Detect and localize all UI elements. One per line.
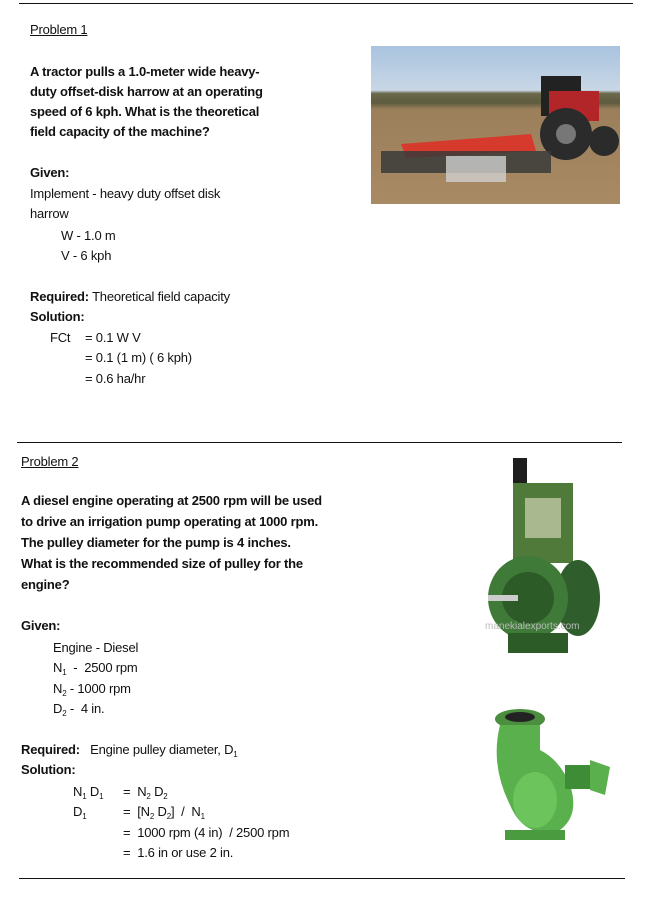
symbol: D <box>150 784 164 799</box>
problem2-question-line: engine? <box>21 577 70 592</box>
problem2-given-label: Given: <box>21 618 61 633</box>
irrigation-pump-photo <box>485 705 617 847</box>
problem1-solution-step: = 0.6 ha/hr <box>85 371 146 386</box>
problem2-given-engine: Engine - Diesel <box>53 640 139 655</box>
symbol: N <box>53 681 63 696</box>
section-divider <box>17 442 622 443</box>
subscript: 1 <box>99 792 104 801</box>
problem2-solution-l2-rhs <box>123 804 205 820</box>
problem2-solution-l4: = 1.6 in or use 2 in. <box>123 845 234 860</box>
problem2-given-d2 <box>53 701 104 717</box>
value: - 4 in. <box>66 701 105 716</box>
problem1-solution-step: = 0.1 (1 m) ( 6 kph) <box>85 350 192 365</box>
bottom-divider <box>19 878 625 879</box>
symbol: = N <box>123 784 147 799</box>
symbol: N <box>73 784 83 799</box>
diesel-engine-photo <box>483 458 618 658</box>
subscript: 2 <box>146 792 151 801</box>
problem2-required-text: Engine pulley diameter, D <box>90 742 234 757</box>
problem1-question-line: speed of 6 kph. What is the theoretical <box>30 104 260 119</box>
subscript: 1 <box>82 812 87 821</box>
value: - 2500 rpm <box>66 660 138 675</box>
problem2-given-n2 <box>53 681 131 697</box>
subscript: 2 <box>149 812 155 821</box>
value: - 1000 rpm <box>66 681 131 696</box>
symbol: D <box>73 804 83 819</box>
problem1-solution-lhs: FCt <box>50 330 71 345</box>
subscript: 2 <box>163 792 168 801</box>
problem2-required-label: Required: <box>21 742 80 757</box>
problem1-required <box>30 289 230 305</box>
symbol: D <box>154 804 167 819</box>
watermark: manekialexports.com <box>485 621 580 632</box>
problem1-required-label: Required: <box>30 289 89 304</box>
subscript: 1 <box>200 812 205 821</box>
problem2-question-line: to drive an irrigation pump operating at 1000 rpm. <box>21 514 318 529</box>
subscript: 2 <box>62 689 67 698</box>
top-divider <box>19 3 633 4</box>
subscript: 1 <box>62 668 67 677</box>
problem2-title: Problem 2 <box>21 454 79 469</box>
problem1-solution-step: = 0.1 W V <box>85 330 141 345</box>
symbol: = [N <box>123 804 150 819</box>
subscript: 2 <box>62 709 67 718</box>
problem1-given-item: harrow <box>30 206 69 221</box>
problem1-title: Problem 1 <box>30 22 88 37</box>
problem2-given-n1 <box>53 660 138 676</box>
problem1-solution-label: Solution: <box>30 309 85 324</box>
problem1-question-line: duty offset-disk harrow at an operating <box>30 84 263 99</box>
symbol: D <box>86 784 100 799</box>
problem1-required-text: Theoretical field capacity <box>92 289 230 304</box>
symbol: D <box>53 701 63 716</box>
subscript: 1 <box>233 750 238 759</box>
subscript: 1 <box>82 792 87 801</box>
problem2-question-line: What is the recommended size of pulley for the <box>21 556 303 571</box>
tractor-harrow-photo <box>371 46 620 204</box>
problem1-given-item: V - 6 kph <box>61 248 112 263</box>
problem1-question-line: A tractor pulls a 1.0-meter wide heavy- <box>30 64 260 79</box>
problem2-solution-l2-lhs <box>73 804 86 820</box>
problem2-required <box>21 742 238 758</box>
symbol: N <box>53 660 63 675</box>
problem1-given-item: W - 1.0 m <box>61 228 116 243</box>
problem1-given-item: Implement - heavy duty offset disk <box>30 186 221 201</box>
problem1-question-line: field capacity of the machine? <box>30 124 210 139</box>
problem2-solution-l1-rhs <box>123 784 168 800</box>
symbol: ] / N <box>170 804 201 819</box>
problem2-solution-l3: = 1000 rpm (4 in) / 2500 rpm <box>123 825 290 840</box>
problem2-solution-l1-lhs <box>73 784 103 800</box>
problem2-question-line: The pulley diameter for the pump is 4 inches. <box>21 535 291 550</box>
subscript: 2 <box>166 812 171 821</box>
problem1-given-label: Given: <box>30 165 70 180</box>
problem2-solution-label: Solution: <box>21 762 76 777</box>
problem2-question-line: A diesel engine operating at 2500 rpm will be used <box>21 493 322 508</box>
